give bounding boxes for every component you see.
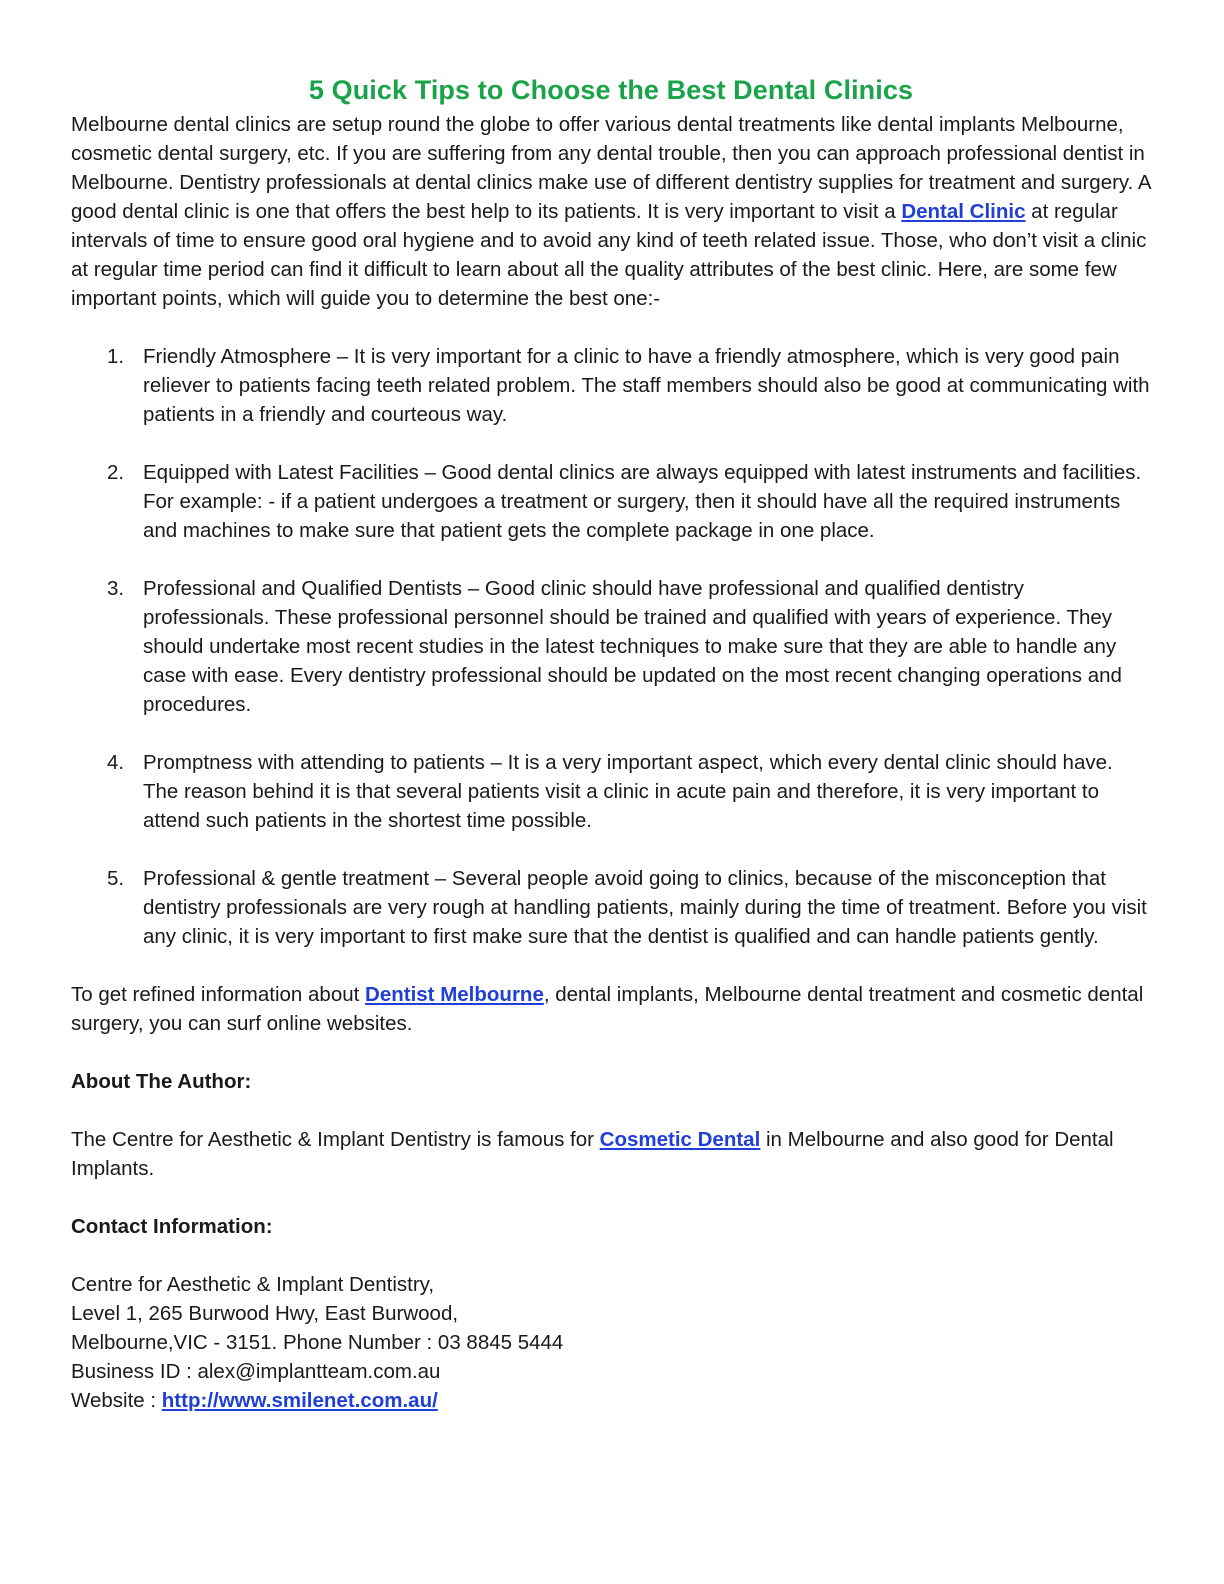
author-text-1: The Centre for Aesthetic & Implant Dentistry is famous for bbox=[71, 1128, 600, 1151]
list-item-text: Friendly Atmosphere – It is very important for a clinic to have a friendly atmosphere, which is very good pain reliever to patients facing teeth related problem. The staff members should also be good at communicating with patients in a friendly and courteous way. bbox=[143, 345, 1150, 426]
list-item bbox=[71, 864, 1151, 951]
document-page bbox=[71, 70, 1151, 1415]
list-item-number: 2. bbox=[107, 461, 125, 484]
tips-list bbox=[71, 342, 1151, 951]
list-item-text: Professional and Qualified Dentists – Good clinic should have professional and qualified dentistry professionals. These professional personnel should be trained and qualified with years of experience. They should undertake most recent studies in the latest techniques to make sure that they are able to handle any case with ease. Every dentistry professional should be updated on the most recent changing operations and procedures. bbox=[143, 577, 1122, 716]
contact-block bbox=[71, 1270, 1151, 1415]
list-item bbox=[71, 748, 1151, 835]
contact-heading: Contact Information: bbox=[71, 1215, 273, 1238]
about-author-heading: About The Author: bbox=[71, 1070, 252, 1093]
website-label: Website : bbox=[71, 1389, 162, 1412]
cosmetic-dental-link[interactable]: Cosmetic Dental bbox=[599, 1128, 761, 1151]
outro-text-2: , dental implants, Melbourne dental treatment and cosmetic dental surgery, you can surf online websites. bbox=[71, 983, 1144, 1035]
list-item bbox=[71, 458, 1151, 545]
intro-paragraph bbox=[71, 110, 1151, 313]
list-item bbox=[71, 574, 1151, 719]
contact-city-phone: Melbourne,VIC - 3151. Phone Number : 03 8845 5444 bbox=[71, 1331, 564, 1354]
website-link[interactable]: http://www.smilenet.com.au/ bbox=[161, 1389, 438, 1412]
outro-paragraph bbox=[71, 980, 1151, 1038]
list-item-text: Promptness with attending to patients – It is a very important aspect, which every dental clinic should have. The reason behind it is that several patients visit a clinic in acute pain and therefore, it is very important to attend such patients in the shortest time possible. bbox=[143, 751, 1113, 832]
contact-name: Centre for Aesthetic & Implant Dentistry, bbox=[71, 1273, 435, 1296]
outro-text-1: To get refined information about bbox=[71, 983, 366, 1006]
intro-text-2: at regular intervals of time to ensure good oral hygiene and to avoid any kind of teeth related issue. Those, who don’t visit a clinic at regular time period can find it difficult to learn about all the quality attributes of the best clinic. Here, are some few important points, which will guide you to determine the best one:- bbox=[71, 200, 1147, 310]
author-text-2: in Melbourne and also good for Dental Implants. bbox=[71, 1128, 1114, 1180]
intro-text-1: Melbourne dental clinics are setup round the globe to offer various dental treatments like dental implants Melbourne, cosmetic dental surgery, etc. If you are suffering from any dental trouble, then you can approach professional dentist in Melbourne. Dentistry professionals at dental clinics make use of different dentistry supplies for treatment and surgery. A good dental clinic is one that offers the best help to its patients. It is very important to visit a bbox=[71, 113, 1151, 223]
list-item-text: Equipped with Latest Facilities – Good dental clinics are always equipped with latest instruments and facilities. For example: - if a patient undergoes a treatment or surgery, then it should have all the required instruments and machines to make sure that patient gets the complete package in one place. bbox=[143, 461, 1142, 542]
author-paragraph bbox=[71, 1125, 1151, 1183]
list-item-text: Professional & gentle treatment – Several people avoid going to clinics, because of the misconception that dentistry professionals are very rough at handling patients, mainly during the time of treatment. Before you visit any clinic, it is very important to first make sure that the dentist is qualified and can handle patients gently. bbox=[143, 867, 1147, 948]
contact-address: Level 1, 265 Burwood Hwy, East Burwood, bbox=[71, 1302, 459, 1325]
page-title: 5 Quick Tips to Choose the Best Dental Clinics bbox=[308, 75, 914, 105]
list-item bbox=[71, 342, 1151, 429]
contact-business-id: Business ID : alex@implantteam.com.au bbox=[71, 1360, 441, 1383]
contact-website bbox=[71, 1386, 1151, 1415]
list-item-number: 5. bbox=[107, 867, 125, 890]
dentist-melbourne-link[interactable]: Dentist Melbourne bbox=[365, 983, 544, 1006]
list-item-number: 3. bbox=[107, 577, 125, 600]
dental-clinic-link[interactable]: Dental Clinic bbox=[901, 200, 1026, 223]
list-item-number: 1. bbox=[107, 345, 125, 368]
list-item-number: 4. bbox=[107, 751, 125, 774]
